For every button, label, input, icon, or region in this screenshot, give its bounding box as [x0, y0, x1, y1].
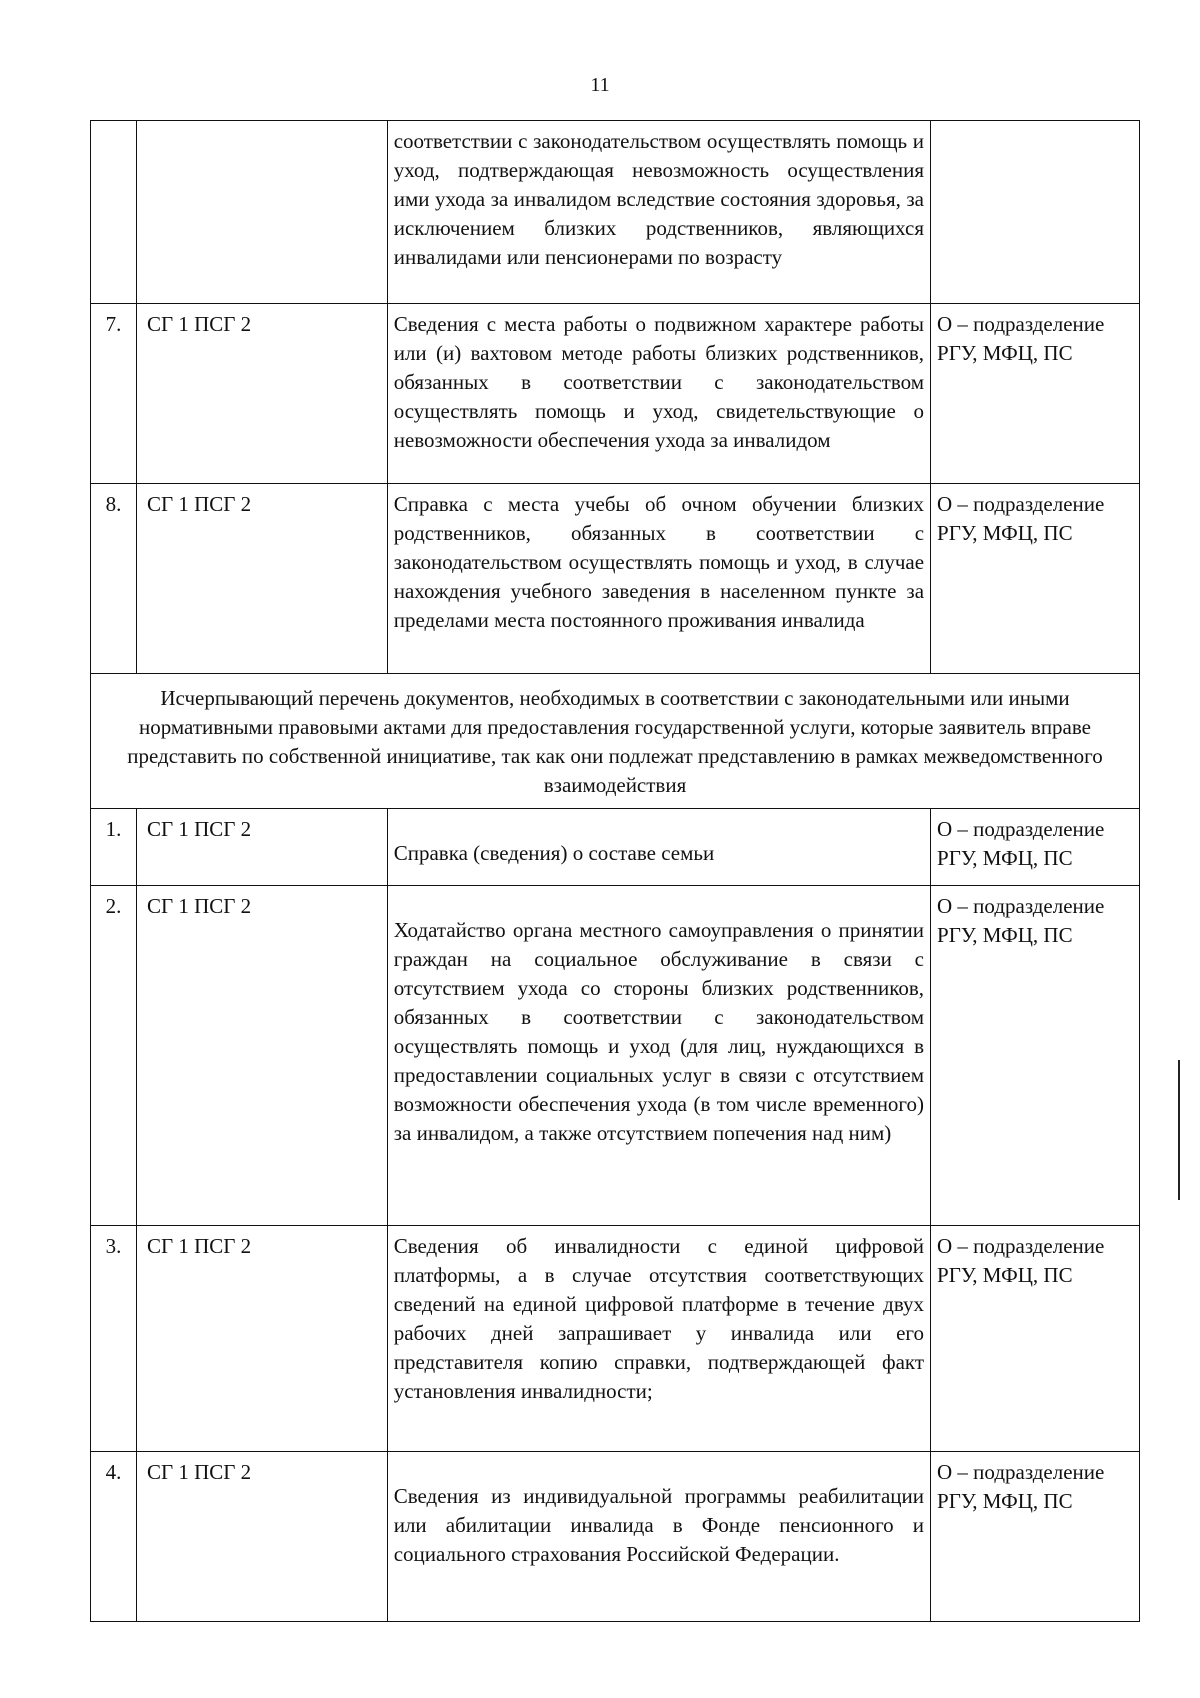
- row-source: О – подразделение РГУ, МФЦ, ПС: [931, 809, 1140, 886]
- row-code: СГ 1 ПСГ 2: [136, 809, 387, 886]
- row-number: 1.: [91, 809, 137, 886]
- documents-table: [90, 120, 1140, 1622]
- table-row: [91, 304, 1140, 484]
- row-document: соответствии с законодательством осуществлять помощь и уход, подтверждающая невозможность осуществления ими ухода за инвалидом вследствие состояния здоровья, за исключением близких родственников, являющихся инвалидами или пенсионерами по возрасту: [387, 121, 930, 304]
- row-document: Ходатайство органа местного самоуправления о принятии граждан на социальное обслуживание в связи с отсутствием ухода со стороны близких родственников, обязанных в соответствии с законодательством осуществлять помощь и уход (для лиц, нуждающихся в предоставлении социальных услуг в связи с отсутствием возможности обеспечения ухода (в том числе временного) за инвалидом, а также отсутствием попечения над ним): [387, 886, 930, 1226]
- row-number: 2.: [91, 886, 137, 1226]
- row-document: Сведения об инвалидности с единой цифровой платформы, а в случае отсутствия соответствующих сведений на единой цифровой платформе в течение двух рабочих дней запрашивает у инвалида или его представителя копию справки, подтверждающей факт установления инвалидности;: [387, 1226, 930, 1452]
- row-code: СГ 1 ПСГ 2: [136, 1452, 387, 1622]
- section-heading-row: [91, 674, 1140, 809]
- row-document: Сведения из индивидуальной программы реабилитации или абилитации инвалида в Фонде пенсионного и социального страхования Российской Федерации.: [387, 1452, 930, 1622]
- row-code: СГ 1 ПСГ 2: [136, 484, 387, 674]
- row-source: О – подразделение РГУ, МФЦ, ПС: [931, 886, 1140, 1226]
- table-row: [91, 484, 1140, 674]
- row-document: Справка (сведения) о составе семьи: [387, 809, 930, 886]
- row-code: СГ 1 ПСГ 2: [136, 1226, 387, 1452]
- row-source: О – подразделение РГУ, МФЦ, ПС: [931, 1452, 1140, 1622]
- table-row: [91, 886, 1140, 1226]
- row-document: Справка с места учебы об очном обучении близких родственников, обязанных в соответствии с законодательством осуществлять помощь и уход, в случае нахождения учебного заведения в населенном пункте за пределами места постоянного проживания инвалида: [387, 484, 930, 674]
- row-source: О – подразделение РГУ, МФЦ, ПС: [931, 1226, 1140, 1452]
- row-number: 7.: [91, 304, 137, 484]
- table-row: [91, 1452, 1140, 1622]
- row-source: О – подразделение РГУ, МФЦ, ПС: [931, 484, 1140, 674]
- table-row: [91, 1226, 1140, 1452]
- row-number: 3.: [91, 1226, 137, 1452]
- table-row: [91, 121, 1140, 304]
- row-code: СГ 1 ПСГ 2: [136, 886, 387, 1226]
- row-code: [136, 121, 387, 304]
- row-source: [931, 121, 1140, 304]
- row-code: СГ 1 ПСГ 2: [136, 304, 387, 484]
- section-heading: Исчерпывающий перечень документов, необходимых в соответствии с законодательными или иными нормативными правовыми актами для предоставления государственной услуги, которые заявитель вправе представить по собственной инициативе, так как они подлежат представлению в рамках межведомственного взаимодействия: [91, 674, 1140, 809]
- row-document: Сведения с места работы о подвижном характере работы или (и) вахтовом методе работы близких родственников, обязанных в соответствии с законодательством осуществлять помощь и уход, свидетельствующие о невозможности обеспечения ухода за инвалидом: [387, 304, 930, 484]
- table-row: [91, 809, 1140, 886]
- row-number: 8.: [91, 484, 137, 674]
- scan-artifact-line: [1178, 1060, 1180, 1200]
- row-source: О – подразделение РГУ, МФЦ, ПС: [931, 304, 1140, 484]
- page-number: 11: [590, 74, 610, 96]
- row-number: 4.: [91, 1452, 137, 1622]
- row-number: [91, 121, 137, 304]
